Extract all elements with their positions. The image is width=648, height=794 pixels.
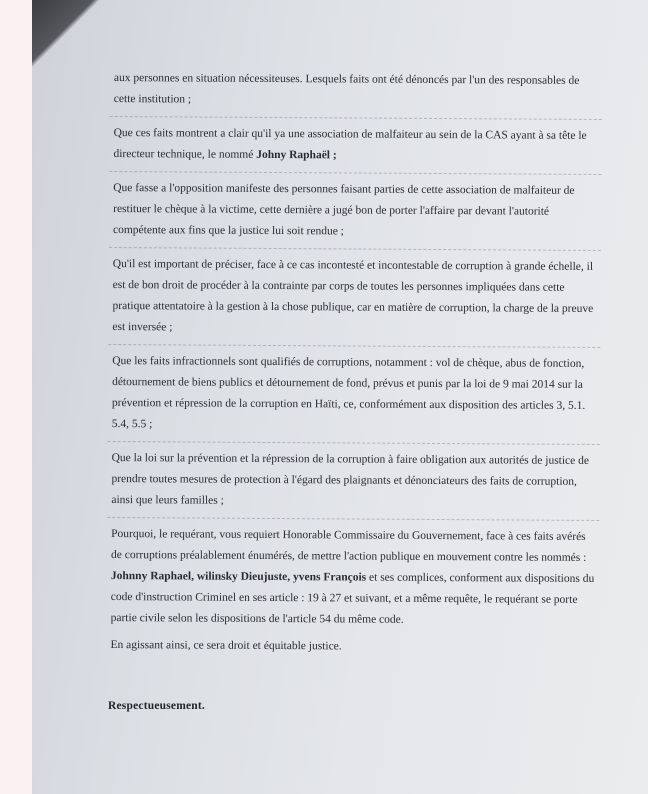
paragraph-8-text: En agissant ainsi, ce sera droit et équitable justice. (110, 639, 342, 653)
paragraph-6-text: Que la loi sur la prévention et la répression de la corruption à faire obligation aux autorités de justice de prendre toutes mesures de protection à l'égard des plaignants et dénonciateurs des faits de corruption, ainsi que leurs familles ; (111, 452, 590, 507)
paragraph-7-text-start: Pourquoi, le requérant, vous requiert Honorable Commissaire du Gouvernement, face à ces faits avérés de corruptions préalablement énumérés, de mettre l'action publique en mouvement contre les nommés : (110, 528, 587, 564)
paragraph-7-text-end: et ses complices, conforment aux dispositions du code d'instruction Criminel en ses article : 19 à 27 et suivant, et a même requête, le requérant se porte partie civile selon les dispositions de l'article 54 du même code. (110, 571, 595, 626)
document-body (106, 68, 602, 665)
paragraph-5-text: Que les faits infractionnels sont qualifiés de corruptions, notamment : vol de chèque, abus de fonction, détournement de biens publics et détournement de fond, prévus et punis par la loi de 9 mai 2014 sur la prévention et répression de la corruption en Haïti, ce, conformément aux disposition des articles 3, 5.1. 5.4, 5.5 ; (111, 355, 586, 431)
paragraph-3-text: Que fasse a l'opposition manifeste des personnes faisant parties de cette association de malfaiteur de restituer le chèque à la victime, cette dernière a jugé bon de porter l'affaire par devant l'autorité compétente aux fins que la justice lui soit rendue ; (112, 182, 575, 238)
paragraph-6 (107, 441, 599, 514)
paragraph-4-text: Qu'il est important de préciser, face à ce cas incontesté et incontestable de corruption à grande échelle, il est de bon droit de procéder à la contrainte par corps de toutes les personnes impliquées dans cette pratique attentatoire à la gestion à la chose publique, car en matière de corruption, la charge de la preuve est inversée ; (112, 258, 594, 334)
page-corner-shadow (32, 0, 102, 66)
paragraph-2 (109, 116, 601, 168)
paragraph-1 (110, 68, 602, 113)
paragraph-3 (109, 171, 601, 244)
paragraph-2-name: Johny Raphaël ; (256, 148, 337, 162)
paragraph-7-names: Johnny Raphael, wilinsky Dieujuste, yvens François (110, 570, 367, 584)
signoff-text: Respectueusement. (108, 700, 205, 712)
paragraph-4 (108, 247, 601, 341)
paragraph-5 (108, 344, 601, 438)
paragraph-2-text: Que ces faits montrent a clair qu'il ya une association de malfaiteur au sein de la CAS ayant à sa tête le directeur technique, le nommé (113, 127, 587, 161)
paragraph-7 (107, 517, 600, 632)
paragraph-1-text: aux personnes en situation nécessiteuses. Lesquels faits ont été dénoncés par l'un des responsables de cette institution ; (113, 72, 580, 106)
paragraph-8 (106, 635, 598, 659)
